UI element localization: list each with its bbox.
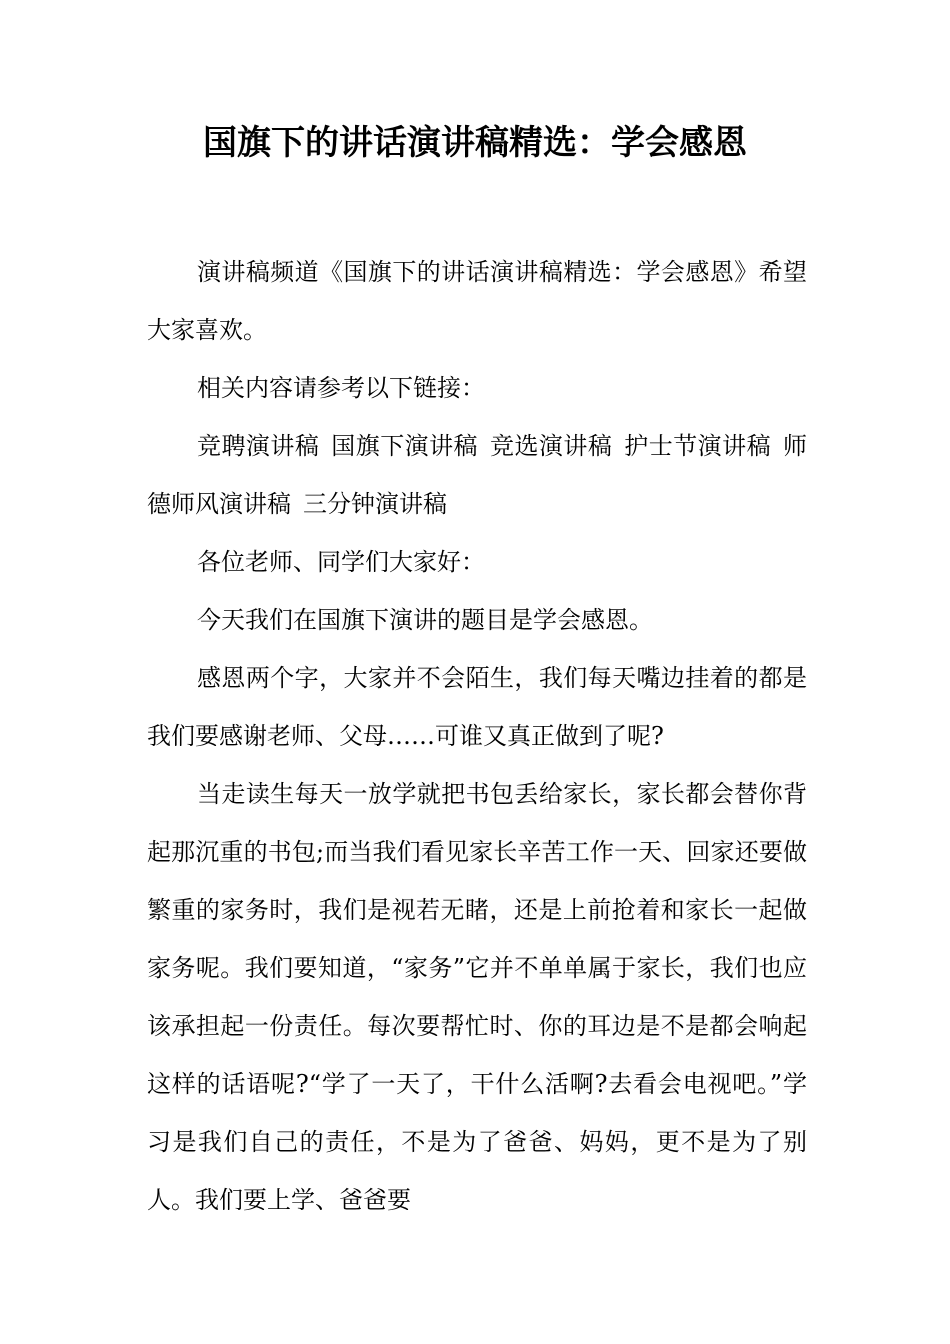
- related-link[interactable]: 三分钟演讲稿: [303, 490, 447, 518]
- topic-paragraph: 今天我们在国旗下演讲的题目是学会感恩。: [197, 606, 653, 634]
- related-link[interactable]: 国旗下演讲稿: [331, 432, 479, 460]
- body-paragraph: 当走读生每天一放学就把书包丢给家长，家长都会替你背起那沉重的书包;而当我们看见家长辛苦工作一天、回家还要做繁重的家务时，我们是视若无睹，还是上前抢着和家长一起做家务呢。我们要知道，“家务”它并不单单属于家长，我们也应该承担起一份责任。每次要帮忙时、你的耳边是不是都会响起这样的话语呢?“学了一天了，干什么活啊?去看会电视吧。”学习是我们自己的责任，不是为了爸爸、妈妈，更不是为了别人。我们要上学、爸爸要: [147, 780, 807, 1214]
- related-link[interactable]: 竞选演讲稿: [490, 432, 613, 460]
- related-link[interactable]: 竞聘演讲稿: [197, 432, 320, 460]
- intro-paragraph: 演讲稿频道《国旗下的讲话演讲稿精选：学会感恩》希望大家喜欢。: [147, 258, 807, 344]
- related-links: [147, 417, 807, 533]
- body-paragraph: 感恩两个字，大家并不会陌生，我们每天嘴边挂着的都是我们要感谢老师、父母……可谁又真正做到了呢?: [147, 664, 807, 750]
- document-body: [147, 243, 807, 1229]
- document-title: 国旗下的讲话演讲稿精选：学会感恩: [203, 123, 747, 163]
- greeting-paragraph: 各位老师、同学们大家好：: [197, 548, 485, 576]
- related-link[interactable]: 护士节演讲稿: [624, 432, 772, 460]
- related-link[interactable]: 师德师风演讲稿: [147, 432, 808, 518]
- related-label: 相关内容请参考以下链接：: [197, 374, 485, 402]
